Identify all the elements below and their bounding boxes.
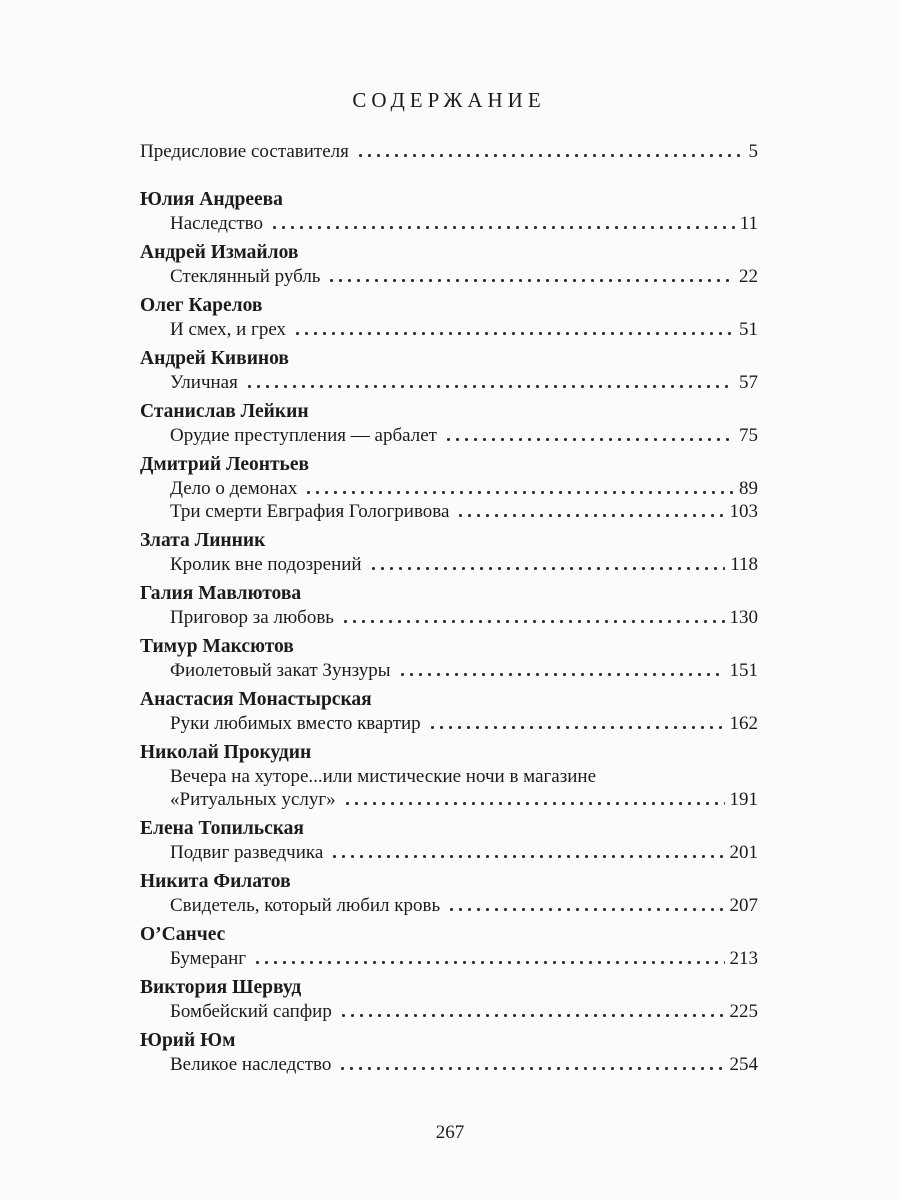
author-name: Никита Филатов	[140, 871, 291, 892]
work-row	[140, 477, 758, 500]
work-row	[140, 841, 758, 864]
author-name: Олег Карелов	[140, 295, 263, 316]
author-name: Тимур Максютов	[140, 636, 294, 657]
work-title: Бумеранг	[170, 948, 247, 969]
toc-entry	[140, 188, 758, 235]
dot-leader	[341, 618, 725, 623]
page-number: 130	[729, 607, 758, 628]
author-name: Елена Топильская	[140, 818, 304, 839]
author-name: Дмитрий Леонтьев	[140, 454, 310, 475]
work-row	[140, 318, 758, 341]
work-title: Орудие преступления — арбалет	[170, 425, 437, 446]
page-number: 11	[739, 213, 758, 234]
page-number: 207	[729, 895, 758, 916]
dot-leader	[330, 853, 724, 858]
page-number: 103	[729, 501, 758, 522]
work-row	[140, 947, 758, 970]
dot-leader	[270, 224, 735, 229]
dot-leader	[293, 330, 734, 335]
author-name: Николай Прокудин	[140, 742, 312, 763]
work-title: Наследство	[170, 213, 263, 234]
toc-entry	[140, 529, 758, 576]
toc-entry	[140, 817, 758, 864]
preface-label: Предисловие составителя	[140, 141, 349, 162]
toc-entry	[140, 870, 758, 917]
work-title: Приговор за любовь	[170, 607, 334, 628]
dot-leader	[356, 152, 744, 157]
toc-page	[140, 0, 758, 1076]
work-row	[140, 894, 758, 917]
toc-entry	[140, 453, 758, 523]
footer-page-number: 267	[435, 1122, 465, 1143]
page-number: 162	[729, 713, 758, 734]
toc-entry	[140, 741, 758, 811]
dot-leader	[428, 724, 725, 729]
toc-entries	[140, 188, 758, 1076]
work-title: И смех, и грех	[170, 319, 287, 340]
dot-leader	[253, 959, 724, 964]
work-row	[140, 606, 758, 629]
page-title: СОДЕРЖАНИЕ	[352, 88, 546, 112]
work-title: Великое наследство	[170, 1054, 332, 1075]
work-row	[140, 212, 758, 235]
work-row	[140, 553, 758, 576]
dot-leader	[245, 383, 734, 388]
toc-entry	[140, 582, 758, 629]
toc-entry	[140, 241, 758, 288]
page-number: 225	[729, 1001, 758, 1022]
work-title: Фиолетовый закат Зунзуры	[170, 660, 391, 681]
page-number: 51	[739, 319, 758, 340]
work-row	[140, 265, 758, 288]
toc-entry	[140, 976, 758, 1023]
work-row	[140, 500, 758, 523]
author-name: Андрей Кивинов	[140, 348, 289, 369]
page-number: 151	[729, 660, 758, 681]
work-title-line1: Вечера на хуторе...или мистические ночи в магазине	[170, 766, 597, 787]
author-name: Андрей Измайлов	[140, 242, 299, 263]
work-title: Бомбейский сапфир	[170, 1001, 332, 1022]
page-number: 118	[730, 554, 758, 575]
toc-entry	[140, 1029, 758, 1076]
author-name: Юрий Юм	[140, 1030, 236, 1051]
page-number: 191	[729, 789, 758, 810]
work-row	[140, 788, 758, 811]
work-row	[140, 1053, 758, 1076]
dot-leader	[444, 436, 734, 441]
toc-entry	[140, 400, 758, 447]
work-row	[140, 659, 758, 682]
dot-leader	[327, 277, 734, 282]
preface-row	[140, 140, 758, 163]
dot-leader	[338, 1065, 724, 1070]
work-title: Уличная	[170, 372, 238, 393]
dot-leader	[343, 800, 725, 805]
work-row	[140, 371, 758, 394]
toc-entry	[140, 688, 758, 735]
dot-leader	[456, 512, 724, 517]
work-title: Три смерти Евграфия Гологривова	[170, 501, 450, 522]
work-row	[140, 712, 758, 735]
work-title: Стеклянный рубль	[170, 266, 321, 287]
dot-leader	[304, 489, 734, 494]
page-number: 57	[739, 372, 758, 393]
work-title: Подвиг разведчика	[170, 842, 324, 863]
author-name: Галия Мавлютова	[140, 583, 302, 604]
dot-leader	[369, 565, 726, 570]
author-name: Юлия Андреева	[140, 189, 283, 210]
work-row	[140, 424, 758, 447]
toc-entry	[140, 923, 758, 970]
author-name: Анастасия Монастырская	[140, 689, 372, 710]
dot-leader	[339, 1012, 725, 1017]
page-number: 75	[739, 425, 758, 446]
work-title-line2: «Ритуальных услуг»	[170, 789, 336, 810]
page-number: 201	[729, 842, 758, 863]
page-number: 22	[739, 266, 758, 287]
work-title: Руки любимых вместо квартир	[170, 713, 421, 734]
work-title: Кролик вне подозрений	[170, 554, 362, 575]
author-name: О’Санчес	[140, 924, 226, 945]
work-row	[140, 1000, 758, 1023]
author-name: Станислав Лейкин	[140, 401, 309, 422]
page-number: 89	[739, 478, 758, 499]
author-name: Виктория Шервуд	[140, 977, 302, 998]
toc-entry	[140, 294, 758, 341]
dot-leader	[398, 671, 725, 676]
page-number: 254	[729, 1054, 758, 1075]
dot-leader	[447, 906, 724, 911]
toc-entry	[140, 635, 758, 682]
page-number: 5	[748, 141, 758, 162]
work-title: Свидетель, который любил кровь	[170, 895, 441, 916]
author-name: Злата Линник	[140, 530, 266, 551]
toc-entry	[140, 347, 758, 394]
work-title: Дело о демонах	[170, 478, 298, 499]
page-number: 213	[729, 948, 758, 969]
